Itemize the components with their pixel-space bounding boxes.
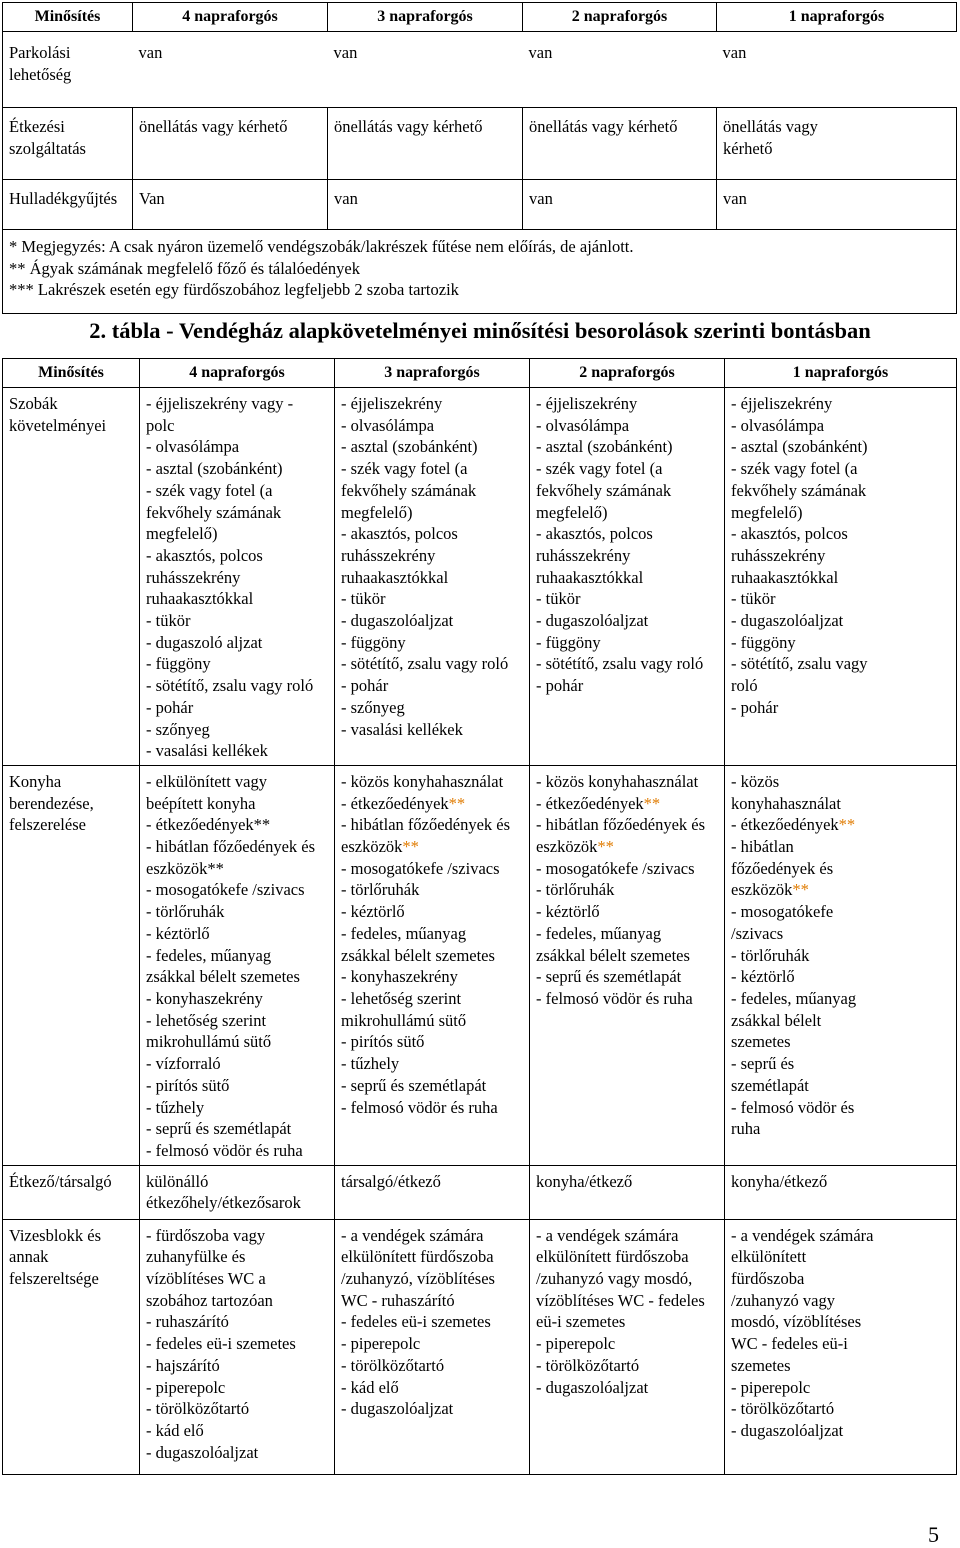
cell-line: eszközök** [536,837,614,857]
cell-line: - kéztörlő [536,902,600,922]
cell-line: - fedeles eü-i szemetes [341,1312,491,1332]
cell-line: - olvasólámpa [146,437,240,457]
cell-line: - pirítós sütő [341,1032,425,1052]
cell-line: lehetőség [9,64,72,84]
cell-line: társalgó/étkező [341,1171,441,1191]
cell-line: van [334,189,358,208]
cell-line: - konyhaszekrény [146,988,263,1008]
cell-line: - elkülönített vagy [146,771,267,791]
cell-line: - törölközőtartó [146,1399,250,1419]
cell-line: - étkezőedények** [341,793,466,813]
cell-line: - törlőruhák [146,902,225,922]
cell-line: - dugaszoló aljzat [146,632,263,652]
page-number: 5 [928,1522,939,1547]
value-cell [717,32,957,108]
guesthouse-requirements-table [2,358,957,1475]
asterisk-mark: ** [448,793,466,813]
cell-line: önellátás vagy kérhető [529,117,678,136]
cell-line: eszközök** [341,837,419,857]
cell-line: - kéztörlő [341,902,405,922]
cell-line: roló [731,676,758,696]
cell-line: - közös [731,771,780,791]
cell-line: - akasztós, polcos [731,524,848,544]
cell-line: WC - ruhaszárító [341,1290,455,1310]
cell-line: - felmosó vödör és ruha [146,1140,303,1160]
value-cell [523,108,717,180]
row-label-cell [3,765,140,1165]
cell-line: - akasztós, polcos [341,524,458,544]
cell-line: - seprű és szemétlapát [146,1119,292,1139]
cell-line: van [529,189,553,208]
requirement-cell [335,1165,530,1219]
row-label-cell [3,1165,140,1219]
cell-line: - dugaszolóaljzat [341,611,454,631]
cell-line: - olvasólámpa [731,415,825,435]
cell-line: - étkezőedények** [536,793,661,813]
value-cell [328,180,523,230]
notes-cell [3,230,957,314]
cell-line: eü-i szemetes [536,1312,626,1332]
cell-line: - olvasólámpa [341,415,435,435]
cell-line: - szőnyeg [146,719,210,739]
table-caption: 2. tábla - Vendégház alapkövetelményei minősítési besorolások szerinti bontásban [89,318,871,343]
cell-line: - hajszárító [146,1355,220,1375]
cell-line: zsákkal bélelt szemetes [536,945,690,965]
cell-line: - törlőruhák [731,945,810,965]
row-label-cell [3,32,133,108]
table-row [3,32,957,108]
cell-line: konyha/étkező [731,1171,828,1191]
cell-line: van [138,43,163,62]
asterisk-mark: ** [402,837,419,857]
cell-line: étkezőhely/étkezősarok [146,1193,301,1213]
row-label-cell [3,108,133,180]
cell-line: - pohár [731,697,779,717]
cell-line: - kád elő [146,1420,204,1440]
cell-line: - lehetőség szerint [146,1010,267,1030]
cell-line: - sötétítő, zsalu vagy roló [341,654,509,674]
requirement-cell [530,1219,725,1474]
asterisk-mark: ** [838,815,856,835]
header-cell: 1 napraforgós [725,359,957,388]
requirement-cell [335,388,530,766]
cell-line: - seprű és [731,1054,795,1074]
cell-line: felszerelése [9,815,86,835]
asterisk-mark: ** [597,837,614,857]
cell-line: Parkolási [9,43,71,62]
cell-line: van [333,43,358,62]
header-cell: 1 napraforgós [717,3,957,32]
cell-line: - seprű és szemétlapát [341,1075,487,1095]
cell-line: - kád elő [341,1377,399,1397]
cell-line: - szék vagy fotel (a [341,459,468,479]
requirement-cell [725,765,957,1165]
cell-line: - mosogatókefe /szivacs [146,880,305,900]
cell-line: - hibátlan főzőedények és [146,837,316,857]
header-cell: 3 napraforgós [328,3,523,32]
value-cell [717,180,957,230]
cell-line: - szék vagy fotel (a [146,480,273,500]
cell-line: - fedeles eü-i szemetes [146,1334,296,1354]
asterisk-mark: ** [792,880,809,900]
header-cell: 4 napraforgós [133,3,328,32]
cell-line: - pohár [536,676,584,696]
cell-line: - felmosó vödör és ruha [341,1097,498,1117]
cell-line: - sötétítő, zsalu vagy roló [536,654,704,674]
cell-line: zuhanyfülke és [146,1247,246,1267]
cell-line: zsákkal bélelt szemetes [341,945,495,965]
cell-line: - függöny [536,632,601,652]
cell-line: Étkező/társalgó [9,1171,112,1191]
value-cell [523,180,717,230]
cell-line: - függöny [731,632,796,652]
cell-line: konyhahasználat [731,793,841,813]
cell-line: /zuhanyzó vagy mosdó, [536,1269,693,1289]
cell-line: ruhásszekrény [341,545,436,565]
cell-line: - vízforraló [146,1054,221,1074]
cell-line: - törlőruhák [536,880,615,900]
table1-header-row [3,3,957,32]
cell-line: szemétlapát [731,1075,809,1095]
cell-line: elkülönített fürdőszoba [536,1247,689,1267]
cell-line: - szőnyeg [341,697,405,717]
value-cell [523,32,717,108]
cell-line: - kéztörlő [731,967,795,987]
cell-line: fekvőhely számának [341,480,477,500]
cell-line: - tükör [341,589,386,609]
cell-line: - étkezőedények** [146,815,271,835]
value-cell [717,108,957,180]
cell-line: - asztal (szobánként) [536,437,673,457]
cell-line: önellátás vagy kérhető [334,117,483,136]
cell-line: - hibátlan főzőedények és [536,815,706,835]
cell-line: ruhásszekrény [146,567,241,587]
cell-line: mikrohullámú sütő [146,1032,272,1052]
cell-line: polc [146,415,175,435]
cell-line: - piperepolc [146,1377,226,1397]
requirement-cell [335,765,530,1165]
cell-line: szemetes [731,1032,791,1052]
cell-line: van [528,43,553,62]
cell-line: - mosogatókefe /szivacs [536,858,695,878]
cell-line: - felmosó vödör és ruha [536,988,693,1008]
cell-line: mosdó, vízöblítéses [731,1312,862,1332]
header-cell: 3 napraforgós [335,359,530,388]
cell-line: - lehetőség szerint [341,988,462,1008]
cell-line: - fürdőszoba vagy [146,1225,266,1245]
cell-line: elkülönített [731,1247,807,1267]
cell-line: - a vendégek számára [536,1225,679,1245]
cell-line: - mosogatókefe /szivacs [341,858,500,878]
cell-line: - olvasólámpa [536,415,630,435]
cell-line: - törölközőtartó [341,1355,445,1375]
cell-line: - szék vagy fotel (a [731,459,858,479]
requirement-cell [140,1219,335,1474]
cell-line: vízöblítéses WC - fedeles [536,1290,705,1310]
table-row [3,1219,957,1474]
parking-food-waste-table [2,2,957,314]
cell-line: - törlőruhák [341,880,420,900]
cell-line: - dugaszolóaljzat [731,1420,844,1440]
cell-line: kérhető [723,138,773,158]
cell-line: szolgáltatás [9,138,86,158]
table-row [3,180,957,230]
cell-line: ruhaakasztókkal [146,589,254,609]
cell-line: Konyha [9,771,62,791]
table-row [3,1165,957,1219]
cell-line: megfelelő) [536,502,608,522]
cell-line: - tükör [731,589,776,609]
cell-line: Hulladékgyűjtés [9,189,118,208]
cell-line: - asztal (szobánként) [731,437,868,457]
cell-line: - dugaszolóaljzat [536,1377,649,1397]
value-cell [328,108,523,180]
table1-notes-row [3,230,957,314]
cell-line: /zuhanyzó, vízöblítéses [341,1269,495,1289]
cell-line: Van [139,189,165,208]
cell-line: felszereltsége [9,1269,99,1289]
table-row [3,108,957,180]
cell-line: fekvőhely számának [731,480,867,500]
cell-line: - asztal (szobánként) [146,459,283,479]
cell-line: - törölközőtartó [731,1399,835,1419]
cell-line: főzőedények és [731,858,834,878]
cell-line: - tükör [536,589,581,609]
cell-line: - függöny [341,632,406,652]
row-label-cell [3,388,140,766]
cell-line: - közös konyhahasználat [536,771,699,791]
cell-line: Étkezési [9,117,65,136]
value-cell [133,108,328,180]
cell-line: ruhaakasztókkal [536,567,644,587]
cell-line: - sötétítő, zsalu vagy [731,654,868,674]
cell-line: - pohár [146,697,194,717]
cell-line: eszközök** [731,880,809,900]
cell-line: vízöblítéses WC a [146,1269,266,1289]
cell-line: ruha [731,1119,761,1139]
cell-line: ruhásszekrény [536,545,631,565]
cell-line: - piperepolc [536,1334,616,1354]
cell-line: különálló [146,1171,209,1191]
value-cell [328,32,523,108]
cell-line: - tükör [146,611,191,631]
cell-line: fekvőhely számának [146,502,282,522]
cell-line: - piperepolc [341,1334,421,1354]
cell-line: - dugaszolóaljzat [731,611,844,631]
cell-line: ruhásszekrény [731,545,826,565]
cell-line: - dugaszolóaljzat [341,1399,454,1419]
cell-line: mikrohullámú sütő [341,1010,467,1030]
cell-line: elkülönített fürdőszoba [341,1247,494,1267]
cell-line: - tűzhely [146,1097,205,1117]
cell-line: - felmosó vödör és [731,1097,855,1117]
cell-line: konyha/étkező [536,1171,633,1191]
requirement-cell [725,388,957,766]
cell-line: - akasztós, polcos [536,524,653,544]
cell-line: - ruhaszárító [146,1312,229,1332]
table-row [3,388,957,766]
note-line: ** Ágyak számának megfelelő főző és tálalóedények [9,258,360,278]
requirement-cell [140,765,335,1165]
cell-line: - szék vagy fotel (a [536,459,663,479]
requirement-cell [530,1165,725,1219]
cell-line: - fedeles, műanyag [731,988,857,1008]
cell-line: /zuhanyzó vagy [731,1290,836,1310]
cell-line: - éjjeliszekrény [731,394,833,413]
cell-line: - fedeles, műanyag [536,923,662,943]
cell-line: - piperepolc [731,1377,811,1397]
cell-line: - törölközőtartó [536,1355,640,1375]
requirement-cell [140,388,335,766]
requirement-cell [530,388,725,766]
cell-line: - dugaszolóaljzat [536,611,649,631]
cell-line: zsákkal bélelt szemetes [146,967,300,987]
cell-line: fürdőszoba [731,1269,805,1289]
header-cell: 4 napraforgós [140,359,335,388]
cell-line: - tűzhely [341,1054,400,1074]
cell-line: megfelelő) [731,502,803,522]
table-row [3,765,957,1165]
cell-line: - konyhaszekrény [341,967,458,987]
cell-line: - közös konyhahasználat [341,771,504,791]
cell-line: - függöny [146,654,211,674]
cell-line: megfelelő) [146,524,218,544]
value-cell [133,32,328,108]
cell-line: - hibátlan [731,837,794,857]
cell-line: - kéztörlő [146,923,210,943]
cell-line: van [722,43,747,62]
cell-line: - étkezőedények** [731,815,856,835]
cell-line: fekvőhely számának [536,480,672,500]
value-cell [133,180,328,230]
cell-line: szemetes [731,1355,791,1375]
cell-line: - éjjeliszekrény [341,394,443,413]
cell-line: - sötétítő, zsalu vagy roló [146,676,314,696]
asterisk-mark: ** [643,793,661,813]
cell-line: Szobák [9,394,58,413]
cell-line: - fedeles, műanyag [146,945,272,965]
cell-line: ruhaakasztókkal [731,567,839,587]
cell-line: zsákkal bélelt [731,1010,822,1030]
cell-line: /szivacs [731,923,784,943]
cell-line: WC - fedeles eü-i [731,1334,848,1354]
cell-line: - dugaszolóaljzat [146,1442,259,1462]
cell-line: - akasztós, polcos [146,545,263,565]
cell-line: önellátás vagy kérhető [139,117,288,136]
note-line: *** Lakrészek esetén egy fürdőszobához legfeljebb 2 szoba tartozik [9,280,459,300]
requirement-cell [335,1219,530,1474]
requirement-cell [725,1165,957,1219]
header-cell: Minősítés [3,359,140,388]
cell-line: - éjjeliszekrény vagy - [146,394,294,413]
cell-line: berendezése, [9,793,94,813]
cell-line: - fedeles, műanyag [341,923,467,943]
note-line: * Megjegyzés: A csak nyáron üzemelő vendégszobák/lakrészek fűtése nem előírás, de ajánlott. [9,237,634,256]
row-label-cell [3,180,133,230]
cell-line: önellátás vagy [723,117,818,136]
cell-line: eszközök** [146,858,224,878]
cell-line: - vasalási kellékek [341,719,463,739]
requirement-cell [725,1219,957,1474]
cell-line: ruhaakasztókkal [341,567,449,587]
header-cell: Minősítés [3,3,133,32]
cell-line: - hibátlan főzőedények és [341,815,511,835]
cell-line: - a vendégek számára [731,1225,874,1245]
cell-line: - pirítós sütő [146,1075,230,1095]
cell-line: Vizesblokk és [9,1225,102,1245]
table2-header-row [3,359,957,388]
cell-line: van [723,189,747,208]
header-cell: 2 napraforgós [523,3,717,32]
cell-line: - vasalási kellékek [146,741,268,761]
cell-line: követelményei [9,415,107,435]
header-cell: 2 napraforgós [530,359,725,388]
cell-line: annak [9,1247,49,1267]
cell-line: beépített konyha [146,793,256,813]
cell-line: - asztal (szobánként) [341,437,478,457]
cell-line: - a vendégek számára [341,1225,484,1245]
cell-line: - éjjeliszekrény [536,394,638,413]
cell-line: - pohár [341,676,389,696]
cell-line: szobához tartozóan [146,1290,273,1310]
cell-line: megfelelő) [341,502,413,522]
requirement-cell [530,765,725,1165]
cell-line: - seprű és szemétlapát [536,967,682,987]
row-label-cell [3,1219,140,1474]
requirement-cell [140,1165,335,1219]
cell-line: - mosogatókefe [731,902,834,922]
